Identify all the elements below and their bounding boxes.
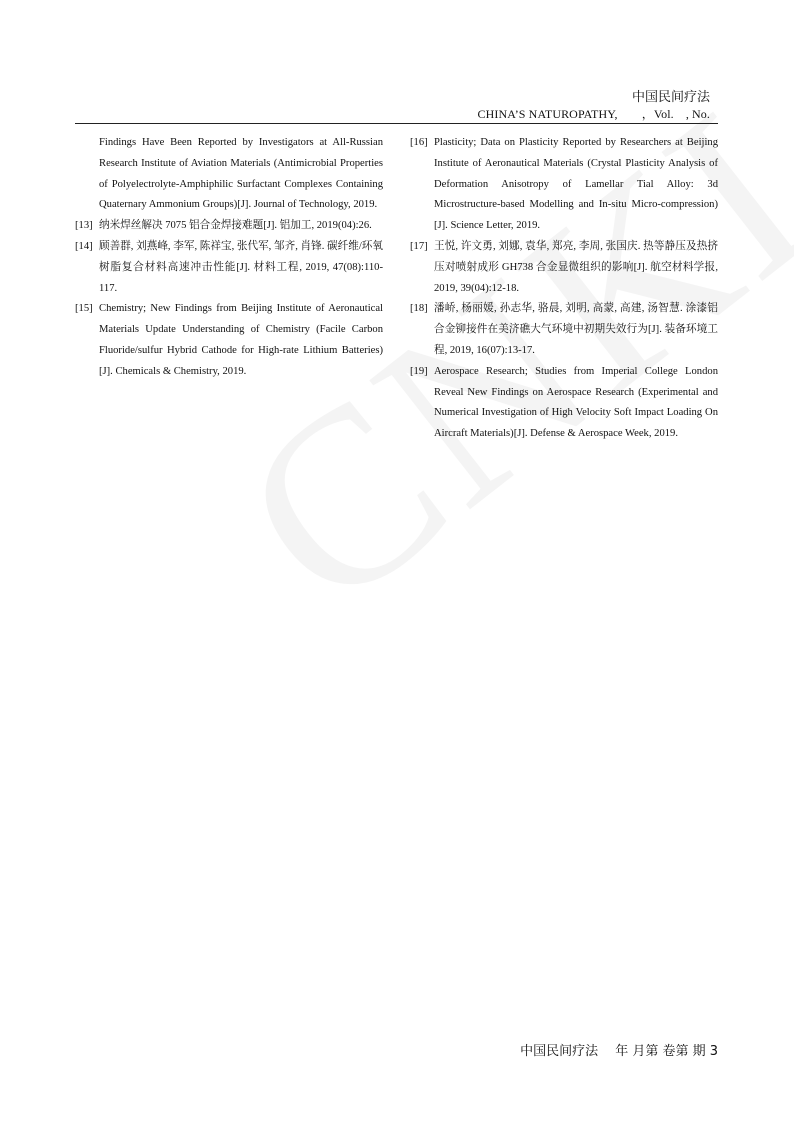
reference-item [410,362,718,445]
reference-item [410,237,718,299]
header-rule [75,123,718,124]
reference-number: [19] [410,365,428,377]
reference-item [75,237,383,299]
reference-number: [15] [75,303,93,315]
page-footer: 中国民间疗法 年 月第 卷第 期 3 [520,1044,718,1059]
references-left-column [75,133,383,383]
reference-text: Plasticity; Data on Plasticity Reported by Researchers at Beijing Institute of Aeronautical Materials (Crystal Plasticity Analysis of Deformation Anisotropy of Lamellar Tial Alloy: 3d Microstructure-based Modelling and In-situ Micro-compression)[J]. Science Letter, 2019. [434,137,718,232]
reference-text: Aerospace Research; Studies from Imperial College London Reveal New Findings on Aerospace Research (Experimental and Numerical Investigation of High Velocity Soft Impact Loading On Aircraft Materials)[J]. Defense & Aerospace Week, 2019. [434,365,718,440]
reference-text: 王悦, 许文勇, 刘娜, 袁华, 郑亮, 李周, 张国庆. 热等静压及热挤压对喷射成形 GH738 合金显微组织的影响[J]. 航空材料学报, 2019, 39(04):12-18. [434,240,718,294]
reference-item [75,299,383,382]
journal-title-cn: 中国民间疗法 [631,90,710,105]
reference-number: [13] [75,220,93,232]
reference-text: 顾善群, 刘燕峰, 李军, 陈祥宝, 张代军, 邹齐, 肖锋. 碳纤维/环氧树脂复合材料高速冲击性能[J]. 材料工程, 2019, 47(08):110-117. [99,240,383,294]
reference-text: Findings Have Been Reported by Investigators at All-Russian Research Institute of Aviation Materials (Antimicrobial Properties of Polyelectrolyte-Amphiphilic Surfactant Complexes Containing Quaternary Ammonium Groups)[J]. Journal of Technology, 2019. [99,137,383,211]
reference-item [75,133,383,216]
journal-title-en: CHINA’S NATUROPATHY, ，Vol. , No. [477,107,710,121]
reference-item [410,299,718,361]
reference-item [75,216,383,237]
reference-number: [18] [410,303,428,315]
reference-item [410,133,718,237]
references-right-column [410,133,718,445]
reference-text: 潘峤, 杨丽媛, 孙志华, 骆晨, 刘明, 高蒙, 高建, 汤智慧. 涂漆铝合金铆接件在美济礁大气环境中初期失效行为[J]. 装备环境工程, 2019, 16(07):13-17. [434,303,718,356]
reference-text: 纳米焊丝解决 7075 铝合金焊接难题[J]. 铝加工, 2019(04):26. [99,220,372,232]
reference-number: [16] [410,137,428,148]
reference-number: [14] [75,240,93,252]
reference-text: Chemistry; New Findings from Beijing Institute of Aeronautical Materials Update Understanding of Chemistry (Facile Carbon Fluoride/sulfur Hybrid Cathode for High-rate Lithium Batteries)[J]. Chemicals & Chemistry, 2019. [99,303,383,377]
reference-number: [17] [410,240,428,252]
